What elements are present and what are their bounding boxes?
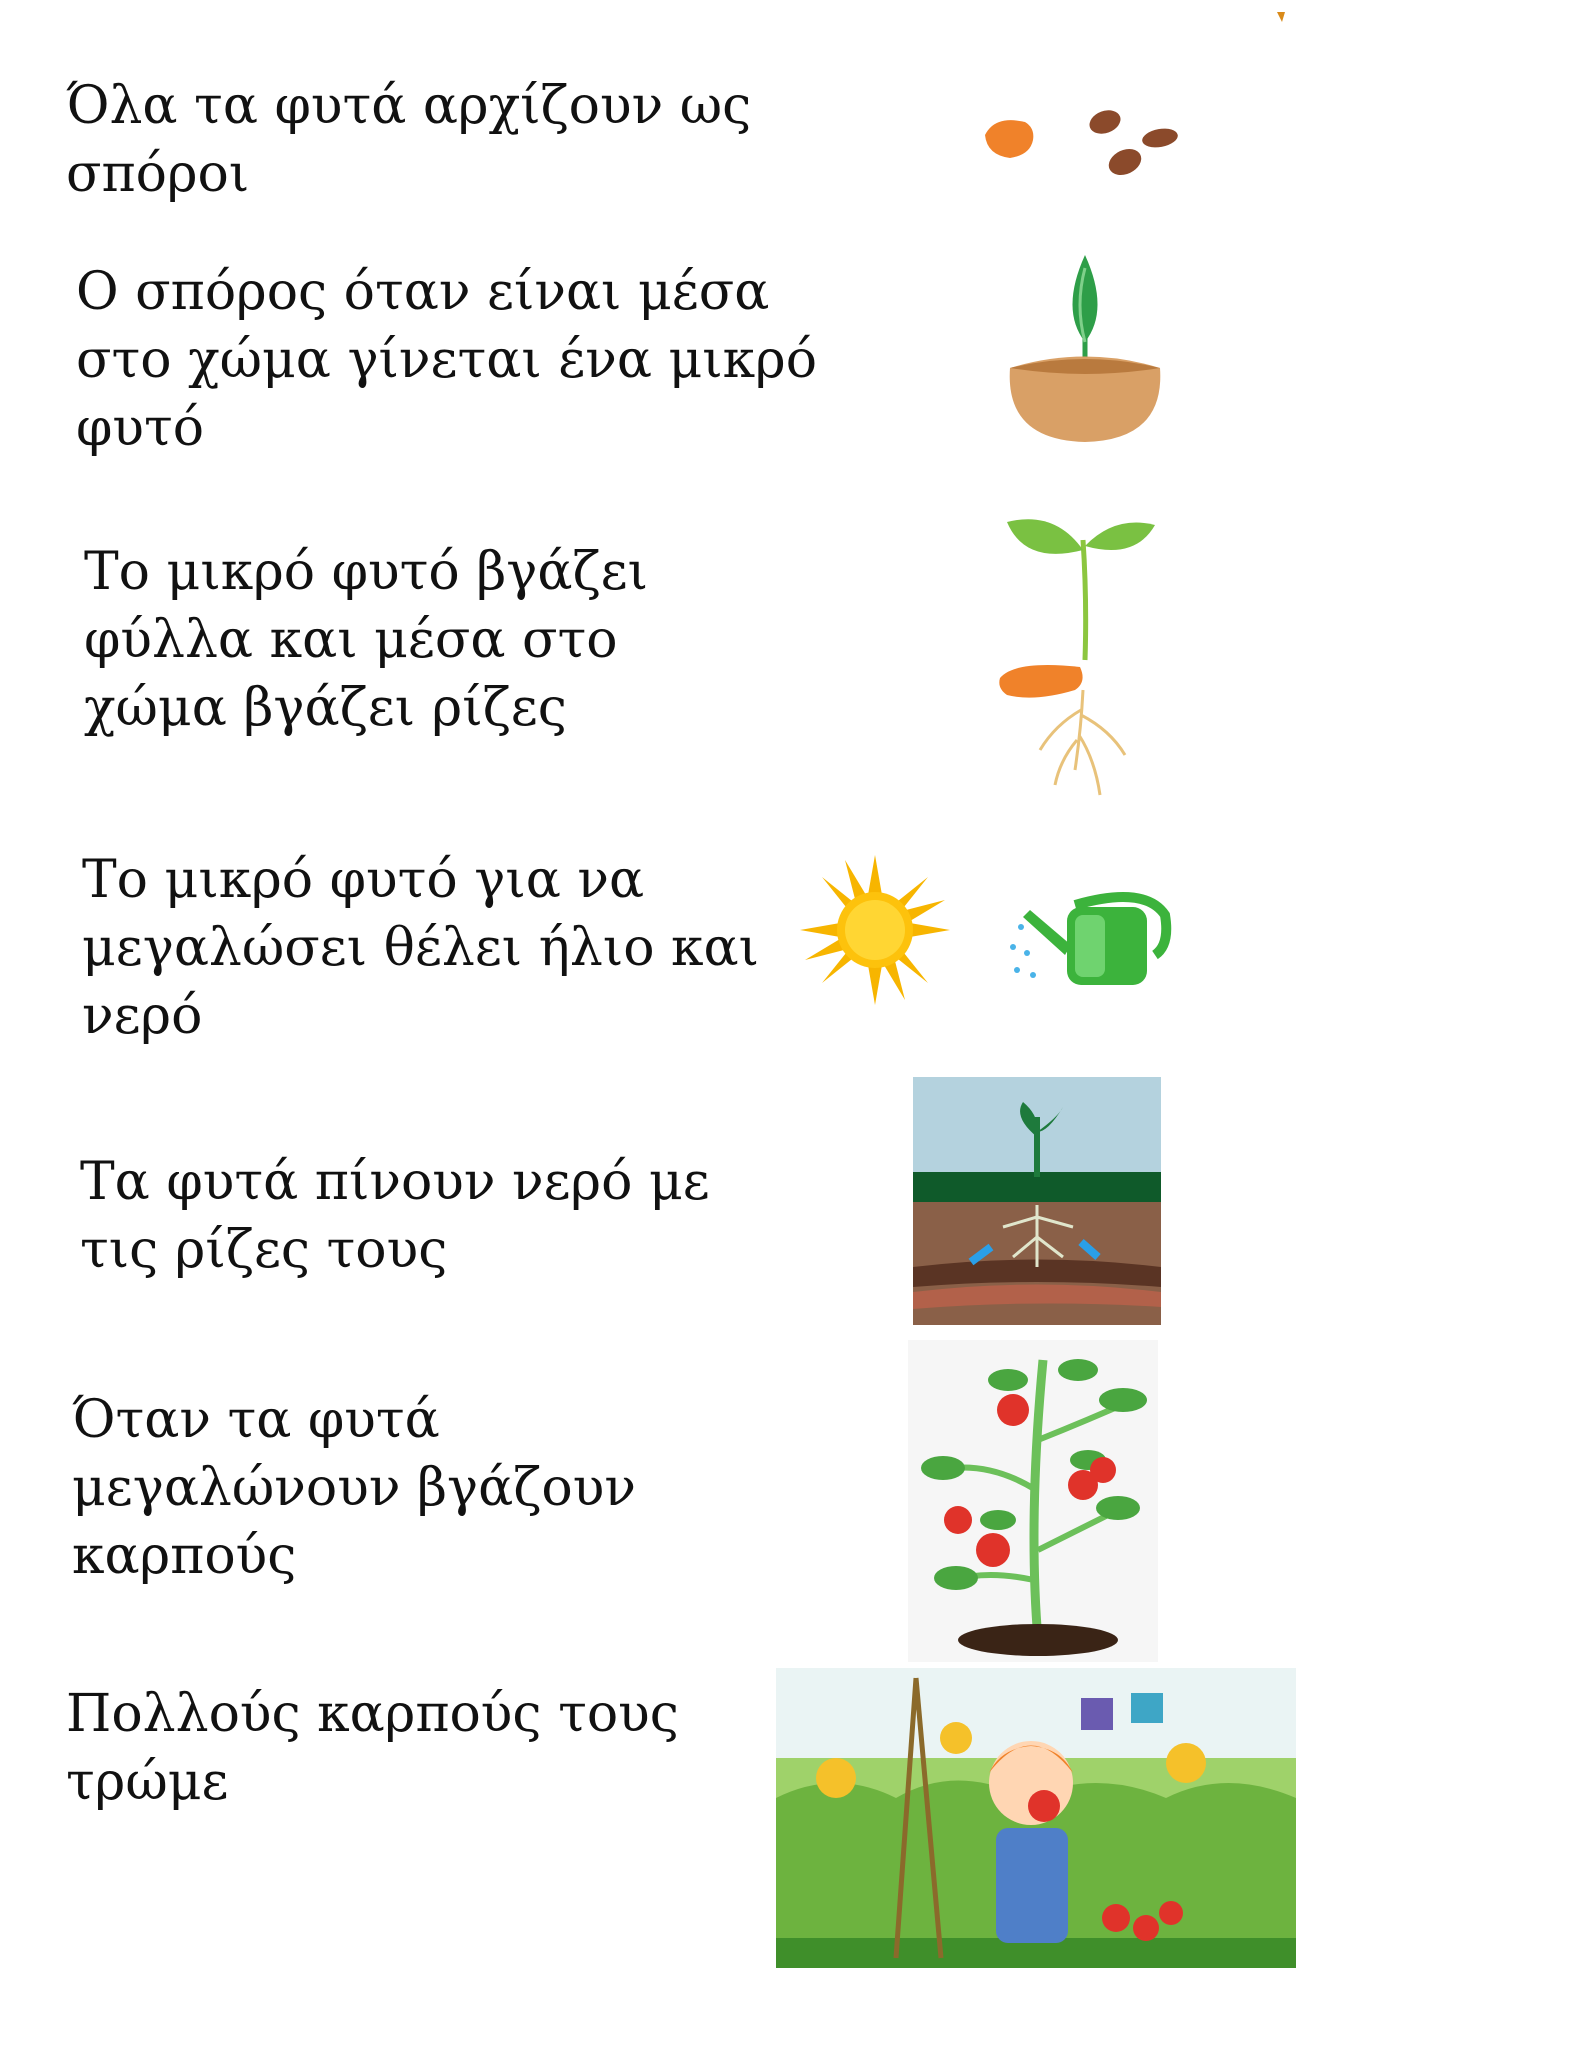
tomato-plant-icon	[908, 1340, 1158, 1662]
step-4-text: Το μικρό φυτό για να μεγαλώσει θέλει ήλιο και νερό	[82, 850, 760, 1046]
step-2-text: Ο σπόρος όταν είναι μέσα στο χώμα γίνεται ένα μικρό φυτό	[76, 262, 818, 458]
step-5-text: Τα φυτά πίνουν νερό με τις ρίζες τους	[80, 1152, 710, 1280]
watering-can-icon	[1005, 875, 1175, 995]
roots-absorbing-water-icon	[913, 1077, 1161, 1325]
sprout-in-soil-icon	[1005, 250, 1165, 450]
sun-icon	[800, 855, 950, 1005]
girl-eating-tomato-in-garden-icon	[776, 1668, 1296, 1968]
corner-mark-icon	[1277, 12, 1285, 22]
step-6-text: Όταν τα φυτά μεγαλώνουν βγάζουν καρπούς	[72, 1390, 636, 1586]
step-3-text: Το μικρό φυτό βγάζει φύλλα και μέσα στο χώμα βγάζει ρίζες	[84, 542, 649, 738]
seedling-with-roots-icon	[995, 510, 1165, 810]
step-1-text: Όλα τα φυτά αρχίζουν ως σπόροι	[66, 76, 752, 204]
seeds-icon	[975, 100, 1195, 180]
step-7-text: Πολλούς καρπούς τους τρώμε	[66, 1684, 679, 1812]
